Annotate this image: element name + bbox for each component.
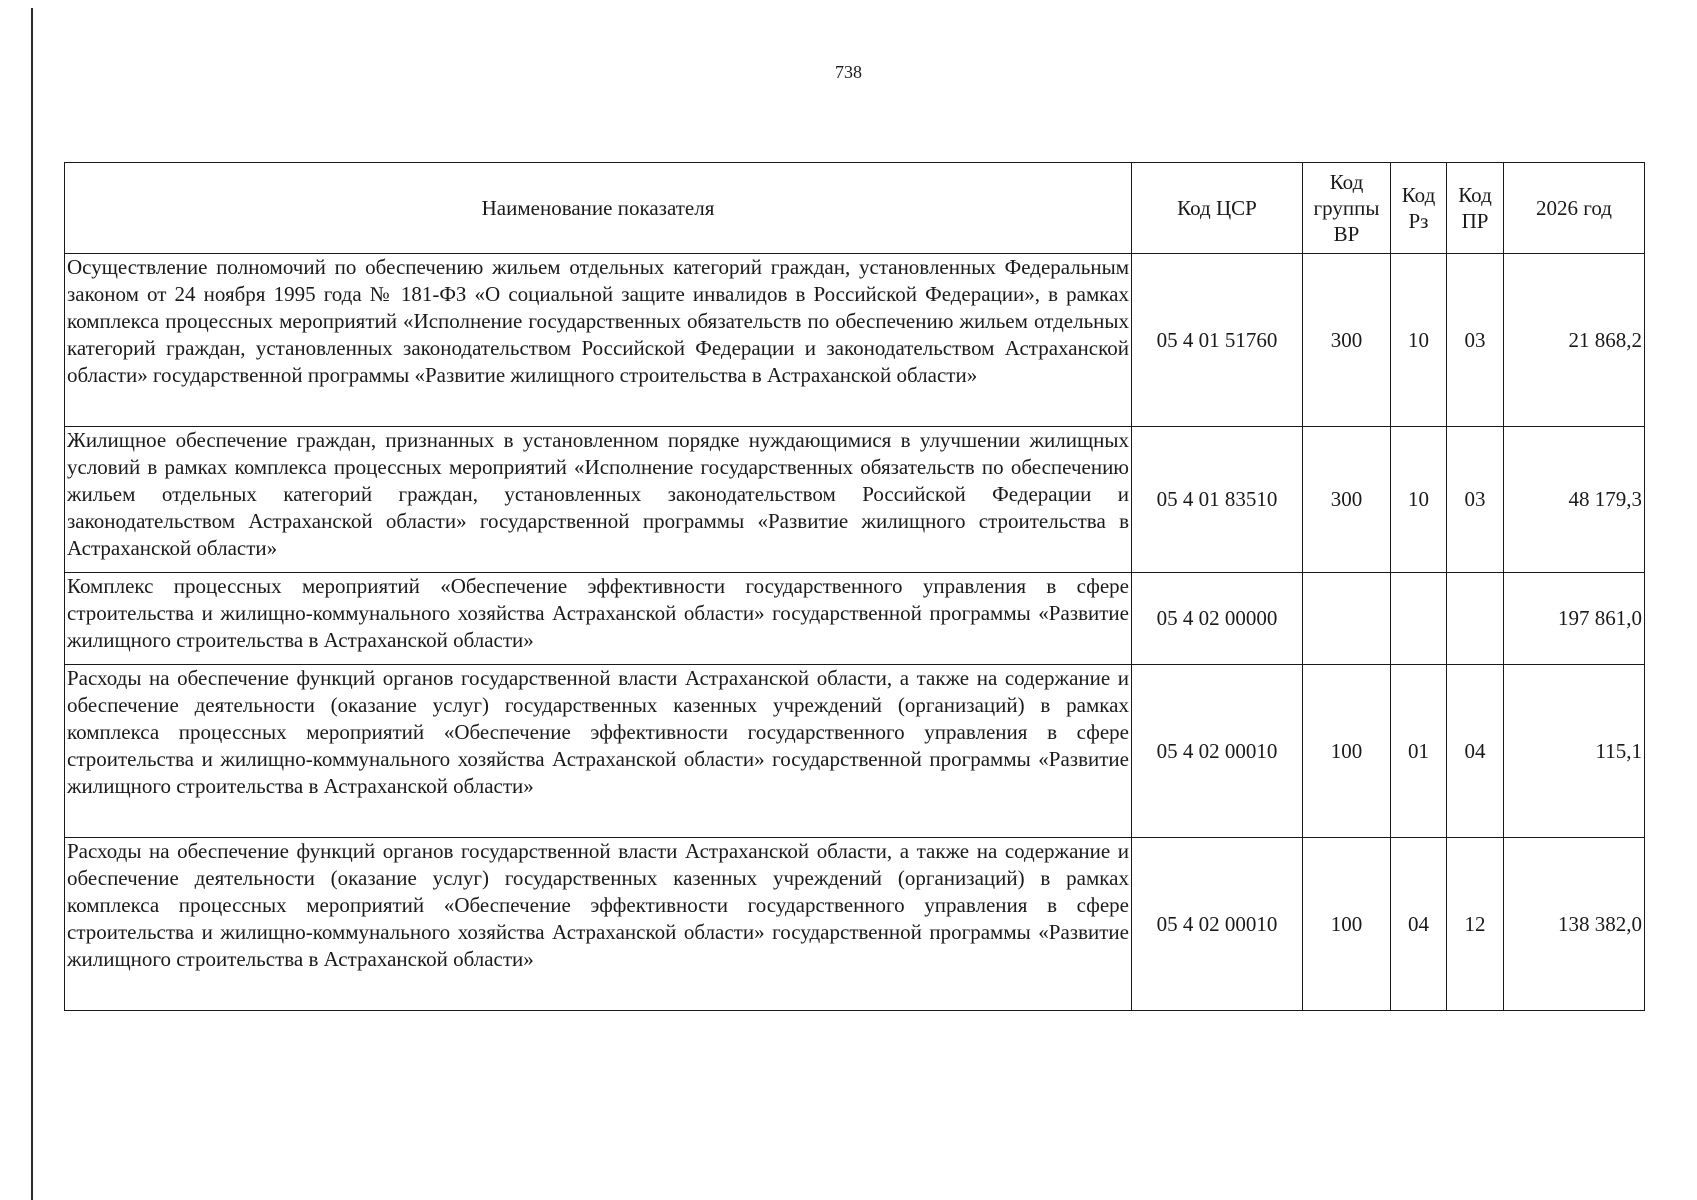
row-csr-code: 05 4 01 83510 [1132,427,1303,573]
row-name: Комплекс процессных мероприятий «Обеспечение эффективности государственного управления в сфере строительства и жилищно-коммунального хозяйства Астраханской области» государственной программы «Развитие жилищного строительства в Астраханской области» [65,573,1132,665]
row-vr-code: 100 [1303,838,1391,1011]
table-row [65,665,1645,838]
row-vr-code [1303,573,1391,665]
row-pr-code [1447,573,1504,665]
row-pr-code: 03 [1447,254,1504,427]
header-vr-code: Код группы ВР [1303,163,1391,254]
table-header-row [65,163,1645,254]
page-number-text: 738 [835,62,862,82]
row-name: Расходы на обеспечение функций органов государственной власти Астраханской области, а также на содержание и обеспечение деятельности (оказание услуг) государственных казенных учреждений (организаций) в рамках комплекса процессных мероприятий «Обеспечение эффективности государственного управления в сфере строительства и жилищно-коммунального хозяйства Астраханской области» государственной программы «Развитие жилищного строительства в Астраханской области» [65,665,1132,838]
page-binding-line [31,8,33,1200]
table-row [65,254,1645,427]
row-vr-code: 100 [1303,665,1391,838]
row-rz-code: 04 [1391,838,1447,1011]
header-pr-code: Код ПР [1447,163,1504,254]
row-rz-code [1391,573,1447,665]
row-csr-code: 05 4 02 00000 [1132,573,1303,665]
row-pr-code: 04 [1447,665,1504,838]
row-csr-code: 05 4 01 51760 [1132,254,1303,427]
row-vr-code: 300 [1303,427,1391,573]
row-rz-code: 10 [1391,427,1447,573]
row-vr-code: 300 [1303,254,1391,427]
budget-table [64,162,1645,1011]
page-number [0,62,1697,83]
table-row [65,838,1645,1011]
header-csr-code: Код ЦСР [1132,163,1303,254]
row-name: Расходы на обеспечение функций органов государственной власти Астраханской области, а также на содержание и обеспечение деятельности (оказание услуг) государственных казенных учреждений (организаций) в рамках комплекса процессных мероприятий «Обеспечение эффективности государственного управления в сфере строительства и жилищно-коммунального хозяйства Астраханской области» государственной программы «Развитие жилищного строительства в Астраханской области» [65,838,1132,1011]
header-rz-code: Код Рз [1391,163,1447,254]
row-csr-code: 05 4 02 00010 [1132,838,1303,1011]
header-year-2026: 2026 год [1504,163,1645,254]
row-amount: 197 861,0 [1504,573,1645,665]
row-amount: 138 382,0 [1504,838,1645,1011]
row-pr-code: 12 [1447,838,1504,1011]
row-name: Осуществление полномочий по обеспечению жильем отдельных категорий граждан, установленных Федеральным законом от 24 ноября 1995 года № 181-ФЗ «О социальной защите инвалидов в Российской Федерации», в рамках комплекса процессных мероприятий «Исполнение государственных обязательств по обеспечению жильем отдельных категорий граждан, установленных законодательством Российской Федерации и законодательством Астраханской области» государственной программы «Развитие жилищного строительства в Астраханской области» [65,254,1132,427]
table-row [65,427,1645,573]
row-rz-code: 10 [1391,254,1447,427]
table-row [65,573,1645,665]
row-amount: 21 868,2 [1504,254,1645,427]
header-name: Наименование показателя [65,163,1132,254]
row-name: Жилищное обеспечение граждан, признанных в установленном порядке нуждающимися в улучшении жилищных условий в рамках комплекса процессных мероприятий «Исполнение государственных обязательств по обеспечению жильем отдельных категорий граждан, установленных законодательством Российской Федерации и законодательством Астраханской области» государственной программы «Развитие жилищного строительства в Астраханской области» [65,427,1132,573]
row-amount: 115,1 [1504,665,1645,838]
row-csr-code: 05 4 02 00010 [1132,665,1303,838]
row-pr-code: 03 [1447,427,1504,573]
row-rz-code: 01 [1391,665,1447,838]
row-amount: 48 179,3 [1504,427,1645,573]
